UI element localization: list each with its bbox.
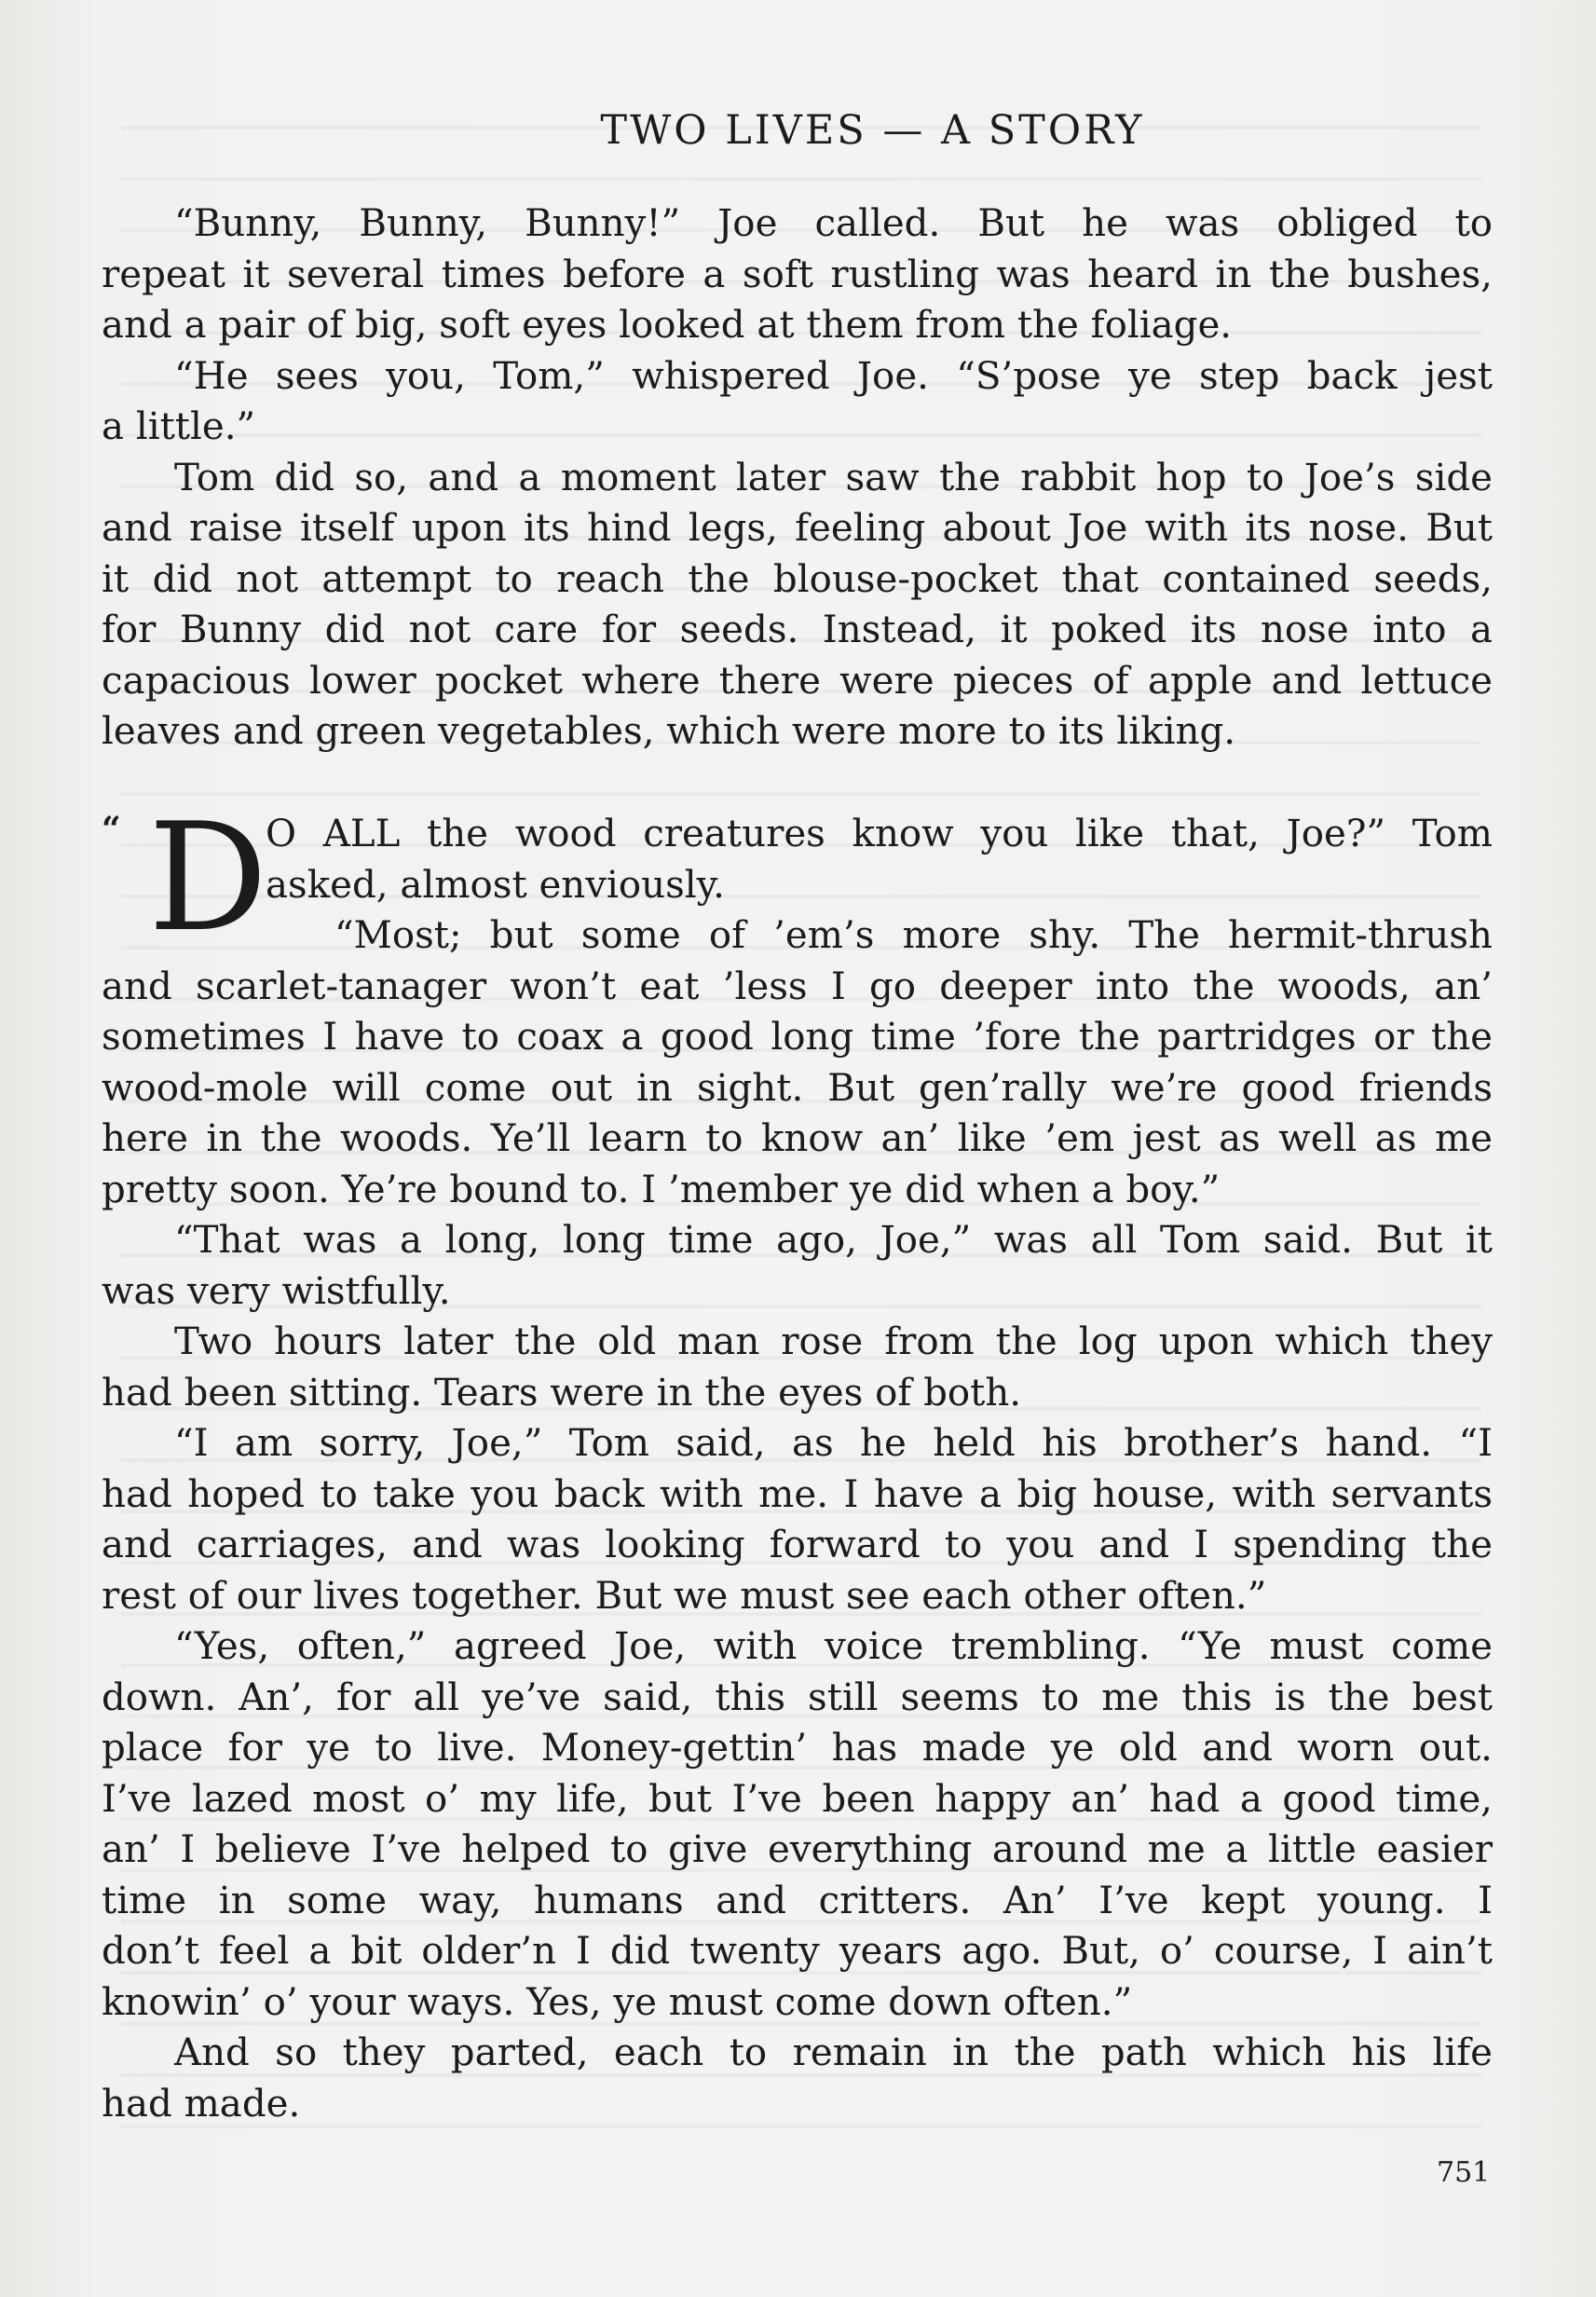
paragraph (102, 1418, 1493, 1621)
text-line: place for ye to live. Money-gettin’ has made ye old and worn out. (102, 1726, 1493, 1770)
paragraph (102, 2028, 1493, 2129)
running-head-title: TWO LIVES — A STORY (600, 107, 1145, 154)
text-line: rest of our lives together. But we must see each other often.” (102, 1573, 1267, 1618)
text-line: “Bunny, Bunny, Bunny!” Joe called. But he was obliged to (174, 201, 1493, 245)
text-line: Two hours later the old man rose from the log upon which they (174, 1319, 1493, 1363)
text-line: had been sitting. Tears were in the eyes of both. (102, 1370, 1022, 1415)
text-line: had made. (102, 2081, 301, 2126)
text-line: and carriages, and was looking forward to you and I spending the (102, 1523, 1493, 1566)
text-line: for Bunny did not care for seeds. Instead, it poked its nose into a (102, 608, 1493, 651)
text-line: Tom did so, and a moment later saw the rabbit hop to Joe’s side (174, 455, 1493, 499)
text-line: don’t feel a bit older’n I did twenty years ago. But, o’ course, I ain’t (102, 1929, 1493, 1973)
text-line: wood-mole will come out in sight. But gen’rally we’re good friends (102, 1065, 1493, 1110)
text-line: O ALL the wood creatures know you like that, Joe?” Tom (266, 812, 1493, 855)
text-line: and raise itself upon its hind legs, feeling about Joe with its nose. But (102, 506, 1493, 550)
paragraph (102, 809, 1493, 910)
text-line: “Yes, often,” agreed Joe, with voice trembling. “Ye must come (174, 1624, 1493, 1668)
text-line: I’ve lazed most o’ my life, but I’ve been happy an’ had a good time, (102, 1776, 1493, 1821)
text-line: “He sees you, Tom,” whispered Joe. “S’pose ye step back jest (174, 353, 1493, 398)
text-line: had hoped to take you back with me. I have a big house, with servants (102, 1471, 1493, 1516)
text-line: pretty soon. Ye’re bound to. I ’member ye did when a boy.” (102, 1167, 1221, 1211)
text-line: was very wistfully. (102, 1268, 451, 1313)
text-line: and a pair of big, soft eyes looked at them from the foliage. (102, 303, 1233, 347)
text-line: “I am sorry, Joe,” Tom said, as he held his brother’s hand. “I (174, 1421, 1493, 1465)
page-number: 751 (1437, 2156, 1491, 2189)
text-line: here in the woods. Ye’ll learn to know an’ like ’em jest as well as me (102, 1116, 1493, 1160)
text-line: leaves and green vegetables, which were more to its liking. (102, 709, 1236, 753)
text-section-1 (102, 198, 1493, 758)
text-line: a little.” (102, 404, 256, 448)
text-line: asked, almost enviously. (266, 862, 725, 907)
text-line: “That was a long, long time ago, Joe,” was all Tom said. But it (174, 1218, 1493, 1262)
paragraph (102, 351, 1493, 453)
paragraph (102, 1317, 1493, 1418)
paragraph (102, 1215, 1493, 1317)
paragraph (102, 1621, 1493, 2028)
text-line: And so they parted, each to remain in the path which his life (174, 2030, 1493, 2074)
text-line: repeat it several times before a soft rustling was heard in the bushes, (102, 252, 1493, 296)
paragraph (102, 198, 1493, 351)
text-line: sometimes I have to coax a good long time ’fore the partridges or the (102, 1015, 1493, 1059)
paragraph (102, 910, 1493, 1215)
running-head (0, 101, 1596, 160)
text-line: “Most; but some of ’em’s more shy. The hermit-thrush (334, 913, 1493, 957)
text-line: knowin’ o’ your ways. Yes, ye must come down often.” (102, 1979, 1133, 2024)
paragraph (102, 453, 1493, 758)
drop-cap-quote: “ (102, 810, 121, 849)
text-line: it did not attempt to reach the blouse-pocket that contained seeds, (102, 556, 1493, 601)
text-line: time in some way, humans and critters. An’ I’ve kept young. I (102, 1878, 1493, 1922)
text-line: capacious lower pocket where there were pieces of apple and lettuce (102, 658, 1493, 703)
text-line: an’ I believe I’ve helped to give everything around me a little easier (102, 1827, 1493, 1871)
text-section-2 (102, 790, 1493, 2129)
text-line: and scarlet-tanager won’t eat ’less I go deeper into the woods, an’ (102, 964, 1493, 1008)
drop-cap-letter: D (148, 790, 268, 964)
text-line: down. An’, for all ye’ve said, this still seems to me this is the best (102, 1675, 1493, 1719)
